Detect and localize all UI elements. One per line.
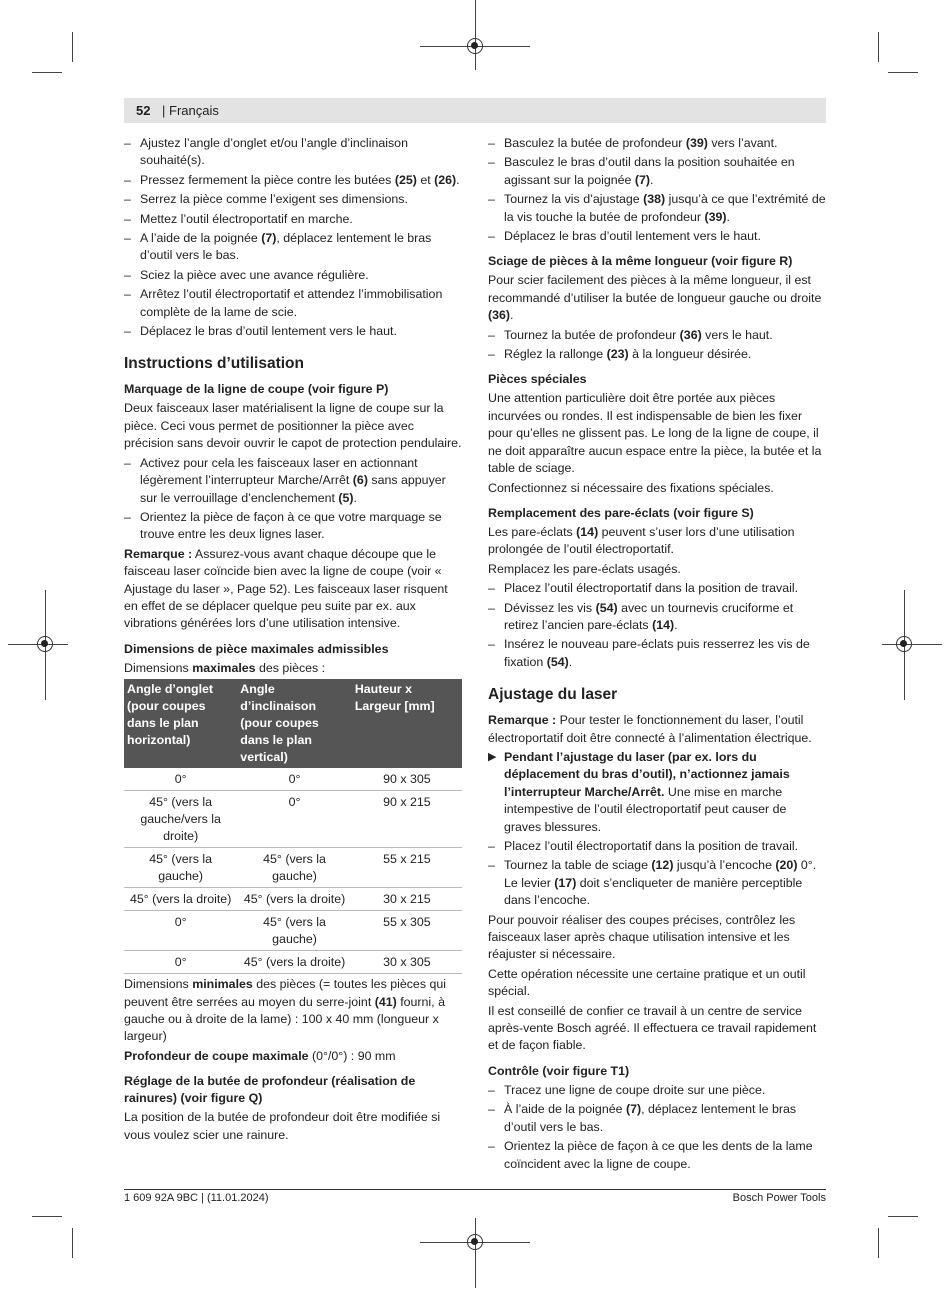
reference-number: (14) bbox=[576, 524, 599, 539]
dash-bullet: – bbox=[488, 600, 495, 615]
table-row bbox=[124, 888, 462, 911]
list-item bbox=[488, 857, 826, 909]
reference-number: (17) bbox=[554, 875, 577, 890]
table-cell: 30 x 215 bbox=[352, 888, 462, 911]
table-row bbox=[124, 848, 462, 888]
bullet-text bbox=[140, 231, 431, 262]
list-item bbox=[488, 1138, 826, 1173]
table-cell: 45° (vers la gauche) bbox=[237, 911, 352, 951]
reference-number: (7) bbox=[634, 172, 651, 187]
dash-bullet: – bbox=[124, 267, 131, 282]
text-segment: , déplacez lentement le bras d’outil vers le bas. bbox=[140, 231, 432, 263]
reference-number: (38) bbox=[643, 192, 666, 207]
heading-same-length: Sciage de pièces à la même longueur (voir figure R) bbox=[488, 254, 793, 269]
paragraph-depth-stop: La position de la butée de profondeur doit être modifiée si vous voulez scier une rainure. bbox=[124, 1110, 441, 1142]
table-cell: 90 x 215 bbox=[352, 791, 462, 848]
list-item bbox=[124, 191, 462, 208]
reference-number: (25) bbox=[394, 172, 417, 187]
dash-bullet: – bbox=[488, 581, 495, 596]
crop-mark bbox=[878, 1228, 879, 1258]
list-item bbox=[488, 580, 826, 597]
table-header-cell: Hauteur x Largeur [mm] bbox=[352, 679, 462, 768]
min-mid: des pièces (= toutes les pièces qui peuvent être serrées au moyen du serre-joint bbox=[124, 977, 446, 1009]
right-column bbox=[488, 135, 826, 1175]
reference-number: (39) bbox=[704, 209, 727, 224]
text-segment: à la longueur désirée. bbox=[628, 347, 752, 362]
dash-bullet: – bbox=[488, 1139, 495, 1154]
remark-text: Assurez-vous avant chaque découpe que le faisceau laser coïncide bien avec la ligne de coupe (voir « Ajustage du laser », Page 52). Les faisceaux laser risquent en effet de se déplacer quelque peu suite par ex. aux vibrations générées lors d’une utilisation intensive. bbox=[124, 546, 448, 631]
dash-bullet: – bbox=[488, 136, 495, 150]
laser-remark-text: Pour tester le fonctionnement du laser, l’outil électroportatif doit être connecté à l’alimentation électrique. bbox=[488, 713, 812, 745]
text-segment: . bbox=[674, 617, 678, 632]
crop-mark bbox=[32, 72, 62, 73]
list-item bbox=[124, 286, 462, 321]
dash-bullet: – bbox=[124, 324, 131, 339]
table-header-row bbox=[124, 679, 462, 768]
list-item bbox=[124, 267, 462, 284]
dash-bullet: – bbox=[124, 172, 131, 187]
list-item bbox=[124, 455, 462, 507]
text-segment: Tournez la butée de profondeur bbox=[504, 327, 680, 342]
control-bullet-list bbox=[488, 1082, 826, 1173]
table-cell: 0° bbox=[124, 911, 237, 951]
reference-number: (23) bbox=[606, 347, 629, 362]
bullet-text bbox=[504, 637, 810, 668]
heading-marking: Marquage de la ligne de coupe (voir figure P) bbox=[124, 382, 389, 397]
reference-number: (36) bbox=[679, 327, 702, 342]
min-ref: (41) bbox=[374, 994, 397, 1009]
crop-mark bbox=[72, 32, 73, 62]
paragraph-replace bbox=[488, 524, 826, 559]
bullet-text bbox=[504, 601, 793, 632]
dash-bullet: – bbox=[488, 155, 495, 170]
crop-mark bbox=[72, 1228, 73, 1258]
table-cell: 45° (vers la gauche/vers la droite) bbox=[124, 791, 237, 848]
dash-bullet: – bbox=[488, 858, 495, 873]
text-segment: . bbox=[568, 654, 573, 669]
footer-divider bbox=[124, 1189, 826, 1190]
table-cell: 55 x 305 bbox=[352, 911, 462, 951]
dims-pre: Dimensions bbox=[124, 660, 193, 675]
text-segment: et bbox=[416, 172, 435, 187]
table-cell: 0° bbox=[237, 791, 352, 848]
table-row bbox=[124, 768, 462, 791]
table-cell: 55 x 215 bbox=[352, 848, 462, 888]
dash-bullet: – bbox=[124, 287, 131, 302]
dash-bullet: – bbox=[124, 231, 131, 246]
table-cell: 30 x 305 bbox=[352, 951, 462, 974]
table-cell: 0° bbox=[124, 951, 237, 974]
dash-bullet: – bbox=[124, 192, 131, 207]
registration-mark-icon bbox=[37, 636, 53, 652]
bullet-text: Serrez la pièce comme l’exigent ses dimensions. bbox=[140, 192, 408, 207]
dash-bullet: – bbox=[488, 1102, 495, 1117]
bullet-text: Sciez la pièce avec une avance régulière. bbox=[140, 267, 369, 282]
bullet-text: Orientez la pièce de façon à ce que les dents de la lame coïncident avec la ligne de coupe. bbox=[504, 1139, 813, 1171]
bullet-text bbox=[504, 155, 795, 186]
reference-number: (7) bbox=[261, 231, 277, 246]
list-item bbox=[124, 211, 462, 228]
text-segment: sans appuyer sur le verrouillage d’enclenchement bbox=[140, 473, 446, 505]
bullet-text bbox=[504, 328, 773, 342]
registration-mark-icon bbox=[896, 636, 912, 652]
same-length-bullet-list bbox=[488, 327, 826, 364]
text-segment: peuvent s’user lors d’une utilisation prolongée de l’outil électroportatif. bbox=[488, 524, 795, 557]
text-segment: , déplacez lentement le bras d’outil vers le bas. bbox=[504, 1102, 797, 1134]
paragraph-special: Une attention particulière doit être portée aux pièces incurvées ou rondes. Il est indispensable de bien les fixer pour qu’elles ne glissent pas. Le long de la ligne de coupe, il ne doit apparaître aucun espace entre la pièce, la butée et la table de sciage. bbox=[488, 391, 822, 476]
laser-remark-label: Remarque : bbox=[488, 713, 557, 728]
text-segment: vers le haut. bbox=[701, 327, 773, 342]
list-item bbox=[124, 323, 462, 340]
text-segment: . bbox=[510, 308, 514, 323]
text-segment: Basculez la butée de profondeur bbox=[504, 136, 686, 150]
bullet-text: Arrêtez l’outil électroportatif et attendez l’immobilisation complète de la lame de scie. bbox=[140, 287, 443, 319]
crop-mark bbox=[888, 72, 918, 73]
bullet-text bbox=[504, 136, 777, 150]
text-segment: . bbox=[650, 172, 654, 187]
text-segment: 0°. Le levier bbox=[504, 858, 817, 890]
list-item bbox=[488, 636, 826, 671]
bullet-text bbox=[504, 192, 826, 223]
min-pre: Dimensions bbox=[124, 977, 193, 992]
list-item bbox=[488, 154, 826, 189]
table-header-cell: Angle d’onglet (pour coupes dans le plan horizontal) bbox=[124, 679, 237, 768]
table-cell: 45° (vers la gauche) bbox=[124, 848, 237, 888]
heading-depth-stop: Réglage de la butée de profondeur (réalisation de rainures) (voir figure Q) bbox=[124, 1074, 416, 1106]
table-body bbox=[124, 768, 462, 974]
reference-number: (7) bbox=[625, 1102, 642, 1117]
text-segment: Tournez la table de sciage bbox=[504, 858, 652, 873]
table-cell: 45° (vers la gauche) bbox=[237, 848, 352, 888]
text-segment: Activez pour cela les faisceaux laser en actionnant légèrement l’interrupteur Marche/Arrêt bbox=[140, 455, 418, 488]
text-segment: avec un tournevis cruciforme et retirez l’ancien pare-éclats bbox=[504, 600, 794, 632]
bullet-text bbox=[504, 1102, 796, 1133]
max-depth-paragraph bbox=[124, 1048, 462, 1065]
bullet-text bbox=[140, 173, 460, 187]
list-item bbox=[488, 346, 826, 363]
bullet-text: Déplacez le bras d’outil lentement vers le haut. bbox=[504, 229, 761, 244]
text-segment: . bbox=[726, 209, 730, 224]
marking-bullet: – Orientez la pièce de façon à ce que votre marquage se trouve entre les deux lignes laser. bbox=[124, 509, 442, 542]
dash-bullet: – bbox=[124, 211, 131, 226]
reference-number: (20) bbox=[775, 858, 798, 873]
text-segment: Les pare-éclats bbox=[488, 524, 577, 539]
paragraph-replace-2: Remplacez les pare-éclats usagés. bbox=[488, 561, 681, 576]
crop-mark bbox=[878, 32, 879, 62]
text-segment: Insérez le nouveau pare-éclats puis resserrez les vis de fixation bbox=[504, 637, 810, 669]
text-segment: À l’aide de la poignée bbox=[504, 1102, 626, 1117]
min-bold: minimales bbox=[192, 977, 253, 992]
reference-number: (5) bbox=[338, 490, 354, 505]
crop-mark bbox=[475, 1218, 476, 1288]
reference-number: (39) bbox=[685, 136, 708, 150]
bullet-text: Ajustez l’angle d’onglet et/ou l’angle d’inclinaison souhaité(s). bbox=[140, 136, 408, 168]
table-cell: 45° (vers la droite) bbox=[124, 888, 237, 911]
table-row bbox=[124, 911, 462, 951]
registration-mark-icon bbox=[467, 38, 483, 54]
text-segment: . bbox=[353, 490, 357, 505]
min-post: fourni, à gauche ou à droite de la lame) : 100 x 40 mm (longueur x largeur) bbox=[124, 994, 445, 1044]
laser-remark bbox=[488, 712, 826, 747]
footer-brand: Bosch Power Tools bbox=[732, 1192, 826, 1204]
bullet-text bbox=[504, 858, 816, 907]
registration-mark-icon bbox=[467, 1234, 483, 1250]
dash-bullet: – bbox=[488, 347, 495, 362]
reference-number: (26) bbox=[434, 172, 457, 187]
bullet-text bbox=[504, 347, 751, 361]
reference-number: (36) bbox=[488, 308, 511, 323]
bullet-text: Orientez la pièce de façon à ce que votre marquage se trouve entre les deux lignes laser. bbox=[140, 509, 442, 542]
reference-number: (14) bbox=[652, 617, 675, 632]
left-column bbox=[124, 135, 462, 1146]
heading-dimensions: Dimensions de pièce maximales admissibles bbox=[124, 641, 389, 656]
table-cell: 45° (vers la droite) bbox=[237, 888, 352, 911]
list-item bbox=[488, 838, 826, 855]
safety-warning bbox=[488, 749, 826, 836]
page-header bbox=[124, 98, 826, 123]
bullet-text bbox=[140, 456, 446, 505]
text-segment: jusqu’à l’encoche bbox=[673, 858, 776, 873]
bullet-text: Placez l’outil électroportatif dans la position de travail. bbox=[504, 839, 799, 853]
paragraph-laser-3: Il est conseillé de confier ce travail à un centre de service après-vente Bosch agréé. Il effectuera ce travail rapidement et de façon fiable. bbox=[488, 1003, 817, 1053]
text-segment: . bbox=[456, 172, 460, 187]
heading-control: Contrôle (voir figure T1) bbox=[488, 1063, 630, 1078]
dimensions-table bbox=[124, 679, 462, 974]
text-segment: vers l’avant. bbox=[707, 136, 778, 150]
depth-stop-bullet-list bbox=[488, 135, 826, 245]
table-cell: 0° bbox=[237, 768, 352, 791]
dash-bullet: – bbox=[124, 455, 131, 470]
text-segment: A l’aide de la poignée bbox=[140, 231, 262, 246]
text-segment: Pressez fermement la pièce contre les butées bbox=[140, 172, 395, 187]
warning-bold-text: Pendant l’ajustage du laser (par ex. lors du déplacement du bras d’outil), n’actionnez jamais l’interrupteur Marche/Arrêt. bbox=[504, 749, 790, 799]
list-item bbox=[124, 230, 462, 265]
dash-bullet: – bbox=[124, 136, 131, 150]
list-item bbox=[488, 1101, 826, 1136]
crop-mark bbox=[32, 1216, 62, 1217]
text-segment: Dévissez les vis bbox=[504, 600, 596, 615]
section-title-instructions: Instructions d’utilisation bbox=[124, 355, 304, 373]
dash-bullet: – bbox=[488, 1082, 495, 1097]
section-title-laser: Ajustage du laser bbox=[488, 686, 618, 704]
bullet-text: Déplacez le bras d’outil lentement vers le haut. bbox=[140, 324, 397, 339]
crop-mark bbox=[475, 0, 476, 70]
paragraph-same-length bbox=[488, 272, 826, 324]
table-cell: 90 x 305 bbox=[352, 768, 462, 791]
list-item bbox=[488, 135, 826, 152]
min-dims-paragraph bbox=[124, 976, 462, 1046]
reference-number: (54) bbox=[595, 600, 618, 615]
text-segment: Basculez le bras d’outil dans la position souhaitée en agissant sur la poignée bbox=[504, 155, 795, 187]
intro-bullet-list bbox=[124, 135, 462, 340]
list-item bbox=[488, 228, 826, 245]
marking-bullet bbox=[124, 455, 462, 507]
list-item bbox=[488, 600, 826, 635]
footer-doc-ref: 1 609 92A 9BC | (11.01.2024) bbox=[124, 1192, 269, 1204]
text-segment: Réglez la rallonge bbox=[504, 347, 607, 362]
replace-bullet-list bbox=[488, 580, 826, 671]
bullet-text: Placez l’outil électroportatif dans la position de travail. bbox=[504, 581, 799, 596]
list-item bbox=[488, 191, 826, 226]
text-segment: doit s’encliqueter de manière perceptible dans l’encoche. bbox=[504, 875, 803, 908]
table-header-cell: Angle d’inclinaison (pour coupes dans le plan vertical) bbox=[237, 679, 352, 768]
bullet-text: Mettez l’outil électroportatif en marche. bbox=[140, 211, 353, 226]
bullet-text: Tracez une ligne de coupe droite sur une pièce. bbox=[504, 1082, 766, 1097]
dash-bullet: – bbox=[488, 192, 495, 207]
paragraph-laser-1: Pour pouvoir réaliser des coupes précises, contrôlez les faisceaux laser après chaque utilisation intensive et les réajuster si nécessaire. bbox=[488, 912, 796, 962]
table-row bbox=[124, 791, 462, 848]
list-item bbox=[124, 135, 462, 170]
remark-paragraph bbox=[124, 546, 462, 633]
warning-text: Une mise en marche intempestive de l’outil électroportatif peut causer de graves blessures. bbox=[504, 784, 787, 834]
dims-post: des pièces : bbox=[255, 660, 326, 675]
list-item bbox=[124, 172, 462, 189]
page-language: | Français bbox=[162, 103, 219, 118]
text-segment: jusqu’à ce que l’extrémité de la vis touche la butée de profondeur bbox=[504, 192, 826, 224]
text-segment: Pour scier facilement des pièces à la même longueur, il est recommandé d’utiliser la butée de longueur gauche ou droite bbox=[488, 273, 822, 305]
table-cell: 0° bbox=[124, 768, 237, 791]
list-item bbox=[488, 1082, 826, 1099]
dash-bullet: – bbox=[488, 637, 495, 652]
paragraph-marking: Deux faisceaux laser matérialisent la ligne de coupe sur la pièce. Ceci vous permet de positionner la pièce avec précision sans devoir ouvrir le capot de protection pendulaire. bbox=[124, 401, 462, 451]
paragraph-special-2: Confectionnez si nécessaire des fixations spéciales. bbox=[488, 480, 774, 495]
warning-arrow-icon: ▶ bbox=[488, 750, 497, 763]
laser-bullet-list bbox=[488, 838, 826, 910]
reference-number: (54) bbox=[546, 654, 569, 669]
list-item bbox=[488, 327, 826, 344]
text-segment: Tournez la vis d’ajustage bbox=[504, 192, 644, 207]
table-row bbox=[124, 951, 462, 974]
dims-bold: maximales bbox=[192, 660, 256, 675]
depth-value: (0°/0°) : 90 mm bbox=[308, 1048, 396, 1063]
page-language-label: Français bbox=[169, 103, 219, 118]
paragraph-laser-2: Cette opération nécessite une certaine pratique et un outil spécial. bbox=[488, 966, 806, 999]
dims-intro bbox=[124, 660, 462, 677]
heading-special: Pièces spéciales bbox=[488, 372, 587, 387]
remark-label: Remarque : bbox=[124, 546, 193, 561]
dash-bullet: – bbox=[488, 327, 495, 342]
table-cell: 45° (vers la droite) bbox=[237, 951, 352, 974]
dash-bullet: – bbox=[488, 229, 495, 244]
depth-label: Profondeur de coupe maximale bbox=[124, 1048, 309, 1063]
crop-mark bbox=[888, 1216, 918, 1217]
reference-number: (6) bbox=[352, 473, 368, 488]
heading-replace: Remplacement des pare-éclats (voir figure S) bbox=[488, 505, 754, 520]
crop-mark bbox=[882, 644, 942, 645]
dash-bullet: – bbox=[488, 839, 495, 853]
reference-number: (12) bbox=[651, 858, 674, 873]
page-number: 52 bbox=[136, 103, 151, 118]
